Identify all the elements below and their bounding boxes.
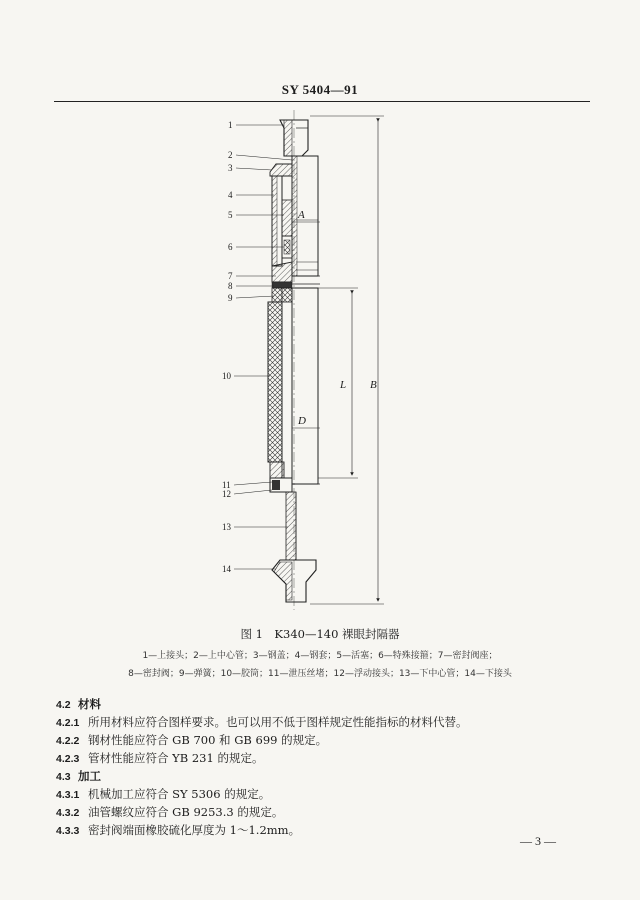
part-label-11: 11 — [222, 480, 231, 490]
clause-4-2-1 — [56, 714, 468, 730]
upper-center-pipe-part — [292, 156, 318, 276]
clause-number: 4.2 — [56, 699, 71, 711]
clause-text: 钢材性能应符合 GB 700 和 GB 699 的规定。 — [88, 733, 328, 747]
clause-text: 所用材料应符合图样要求。也可以用不低于图样规定性能指标的材料代替。 — [88, 715, 468, 729]
standard-code: SY 5404—91 — [281, 82, 359, 97]
part-label-13: 13 — [222, 522, 231, 532]
lower-center-pipe-part — [286, 492, 296, 560]
figure-legend-line-2: 8—密封阀；9—弹簧；10—胶筒；11—泄压丝堵；12—浮动接头；13—下中心管；14—下接头 — [128, 669, 512, 679]
clause-4-2-3 — [56, 750, 263, 766]
dimension-l — [318, 288, 358, 478]
clause-number: 4.3.3 — [56, 825, 80, 837]
clause-number: 4.3 — [56, 771, 71, 783]
clause-text: 密封阀端面橡胶硫化厚度为 1～1.2mm。 — [88, 823, 301, 837]
clause-text: 油管螺纹应符合 GB 9253.3 的规定。 — [88, 805, 284, 819]
clause-4-2 — [56, 696, 101, 712]
figure-legend-line-1: 1—上接头；2—上中心管；3—钢盖；4—钢套；5—活塞；6—特殊接箍；7—密封阀座； — [142, 651, 498, 661]
clause-number: 4.3.1 — [56, 789, 80, 801]
part-label-5: 5 — [228, 210, 233, 220]
clause-number: 4.3.2 — [56, 807, 80, 819]
dim-label-d: D — [298, 415, 306, 427]
clause-4-3-3 — [56, 822, 300, 838]
dim-label-l: L — [340, 379, 347, 391]
clause-4-3 — [56, 768, 101, 784]
part-label-8: 8 — [228, 281, 233, 291]
clause-number: 4.2.3 — [56, 753, 80, 765]
part-label-2: 2 — [228, 150, 233, 160]
part-label-6: 6 — [228, 242, 233, 252]
part-label-10: 10 — [222, 371, 231, 381]
figure-caption: 图 1 K340—140 裸眼封隔器 — [240, 627, 400, 641]
clause-number: 4.2.1 — [56, 717, 80, 729]
dim-label-a: A — [298, 209, 305, 221]
part-label-12: 12 — [222, 489, 231, 499]
clause-number: 4.2.2 — [56, 735, 80, 747]
rubber-tube-part — [268, 288, 318, 484]
clause-text: 管材性能应符合 YB 231 的规定。 — [88, 751, 264, 765]
piston-and-coupling-part — [282, 200, 292, 258]
dim-label-b: B — [370, 379, 377, 391]
clause-4-2-2 — [56, 732, 327, 748]
part-label-4: 4 — [228, 190, 233, 200]
clause-4-3-1 — [56, 786, 270, 802]
page-number: — 3 — — [520, 834, 556, 848]
part-label-1: 1 — [228, 120, 233, 130]
part-label-7: 7 — [228, 271, 233, 281]
dimension-b — [310, 116, 384, 604]
pressure-plug-and-floating-joint-part — [270, 462, 320, 492]
clause-text: 机械加工应符合 SY 5306 的规定。 — [88, 787, 271, 801]
clause-text: 材料 — [78, 697, 101, 711]
clause-text: 加工 — [78, 769, 101, 783]
part-label-3: 3 — [228, 163, 233, 173]
clause-4-3-2 — [56, 804, 283, 820]
part-label-14: 14 — [222, 564, 231, 574]
part-label-9: 9 — [228, 293, 233, 303]
